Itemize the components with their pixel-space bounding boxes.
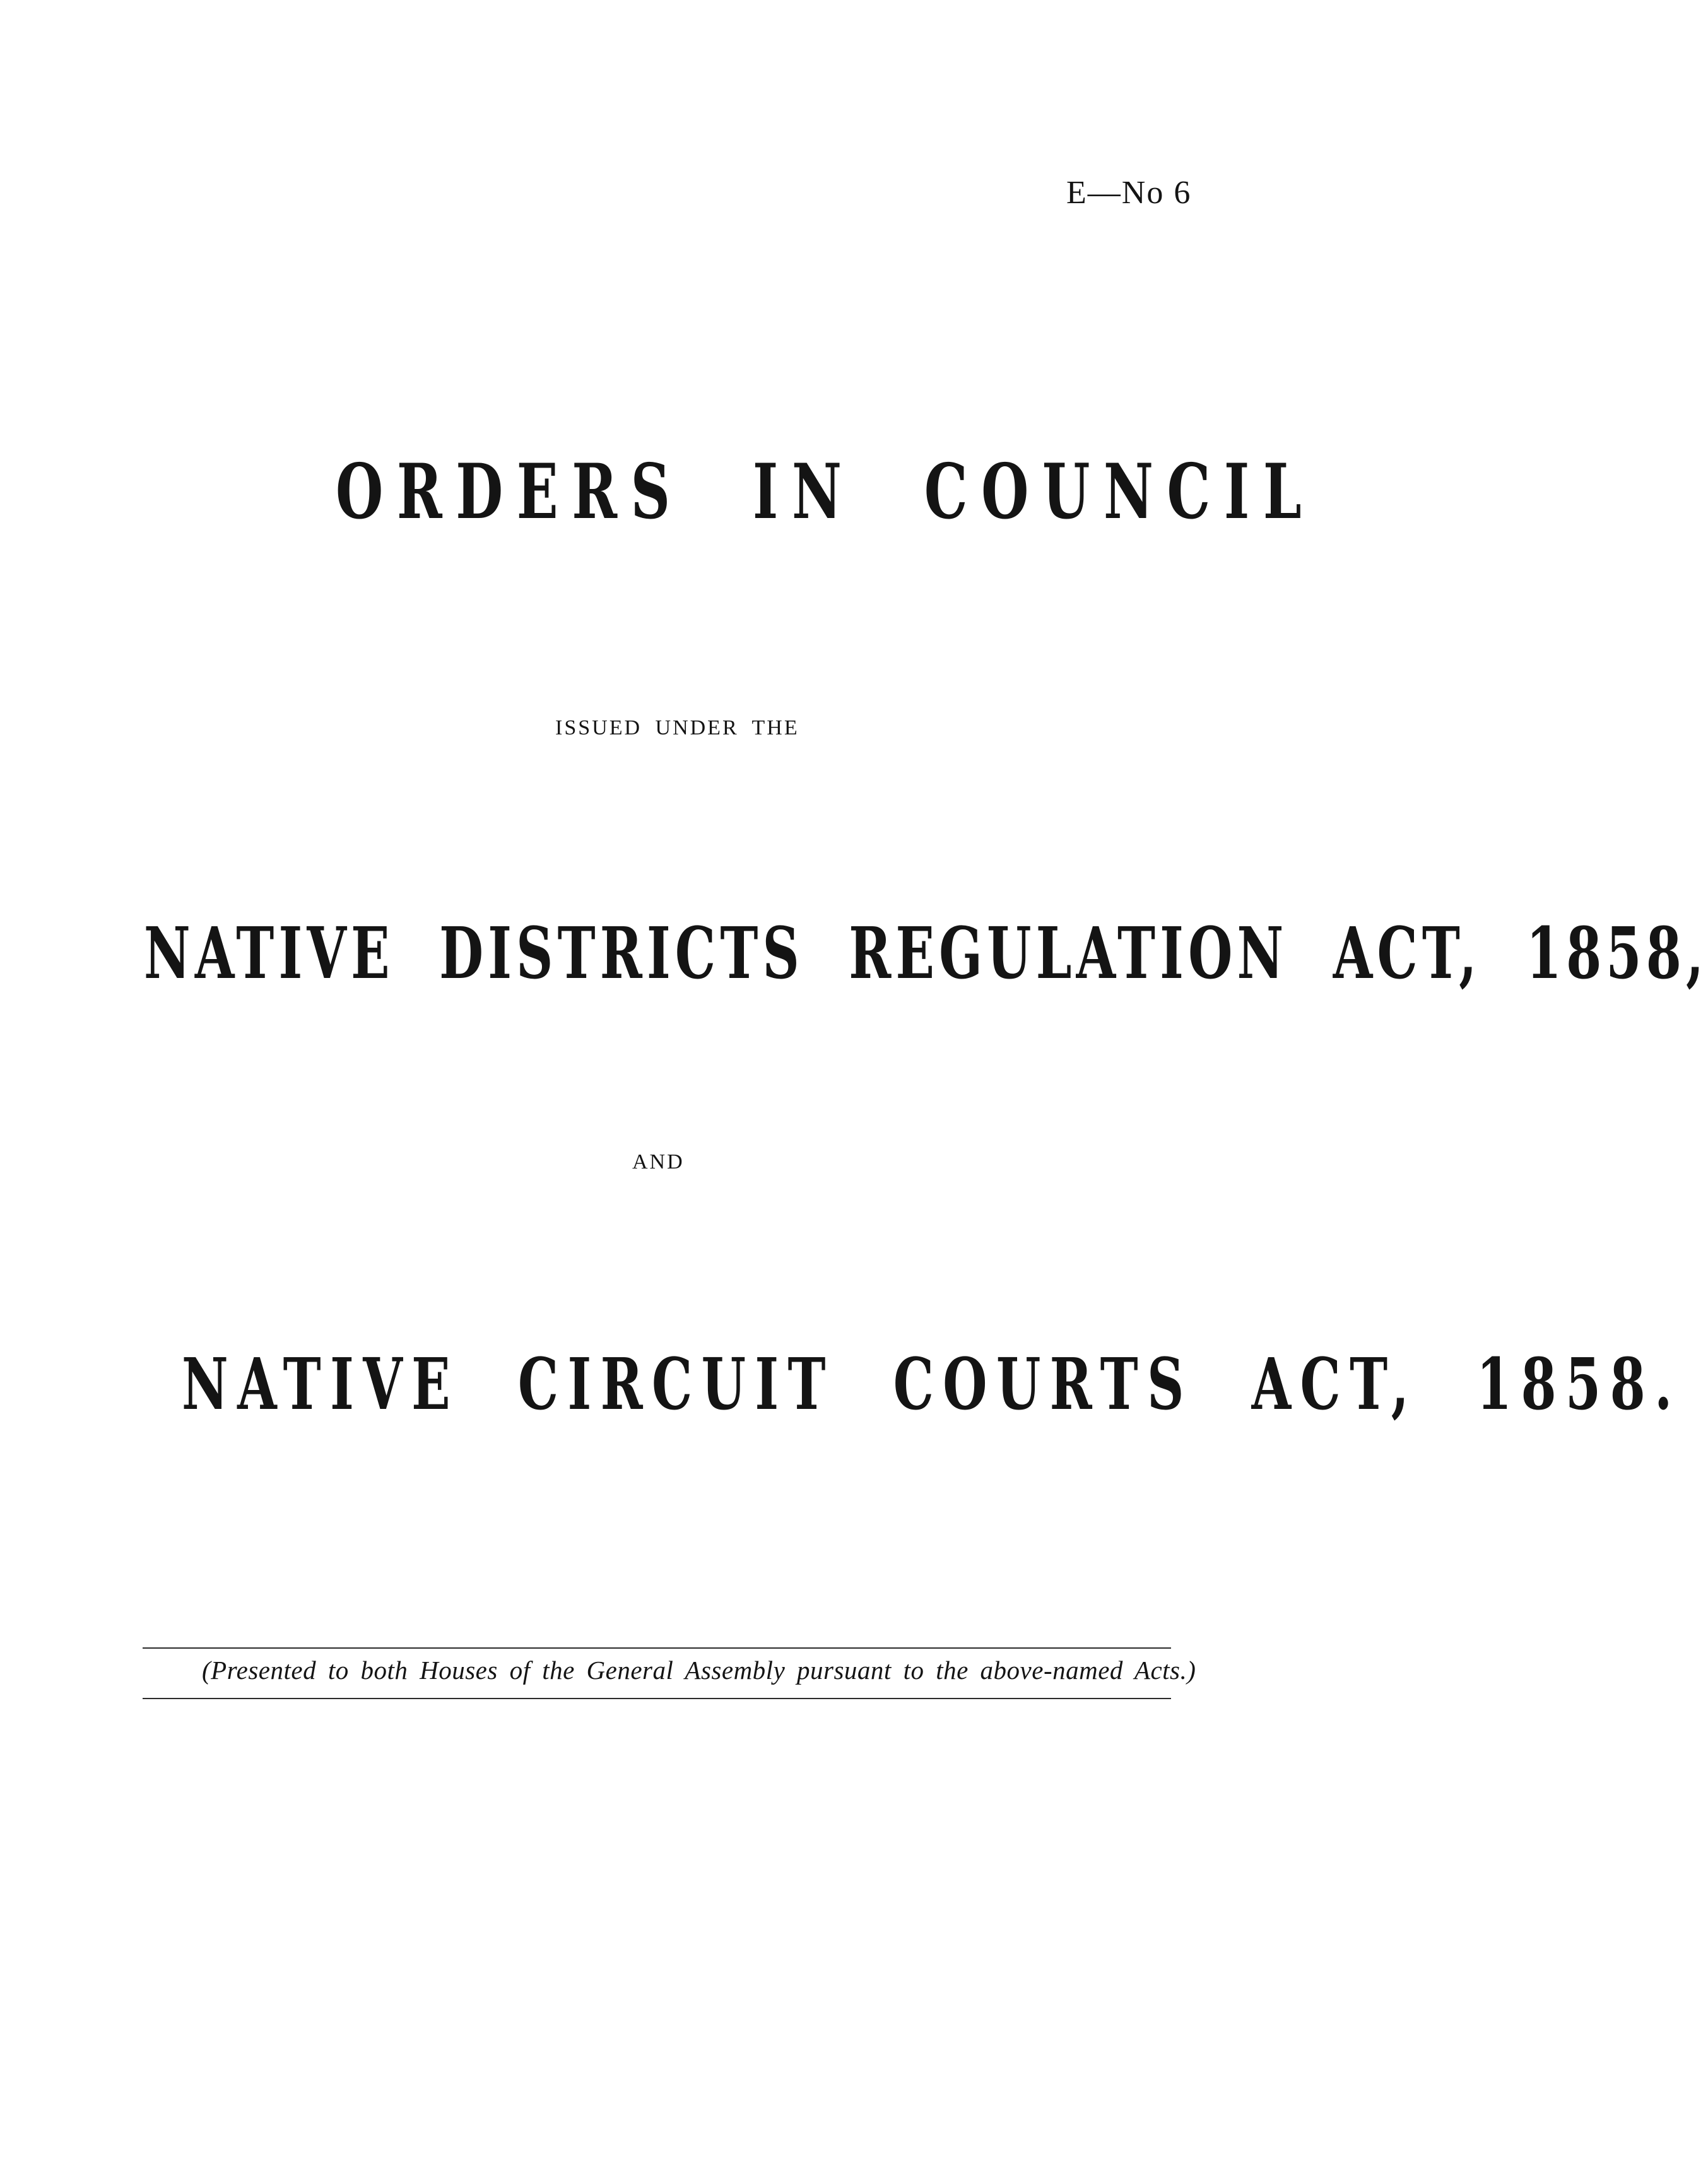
top-divider-rule: [143, 1647, 1171, 1649]
page-title: ORDERS IN COUNCIL: [336, 447, 1316, 536]
issued-under-line: ISSUED UNDER THE: [555, 716, 799, 739]
bottom-divider-rule: [143, 1698, 1171, 1699]
conjunction-and: AND: [632, 1150, 685, 1174]
act-title-native-circuit-courts: NATIVE CIRCUIT COURTS ACT, 1858.: [182, 1343, 1681, 1426]
presented-note: (Presented to both Houses of the General Assembly pursuant to the above-named Acts.): [202, 1656, 1196, 1685]
document-reference: E—No 6: [1066, 175, 1192, 211]
act-title-native-districts: NATIVE DISTRICTS REGULATION ACT, 1858,: [144, 912, 1708, 995]
